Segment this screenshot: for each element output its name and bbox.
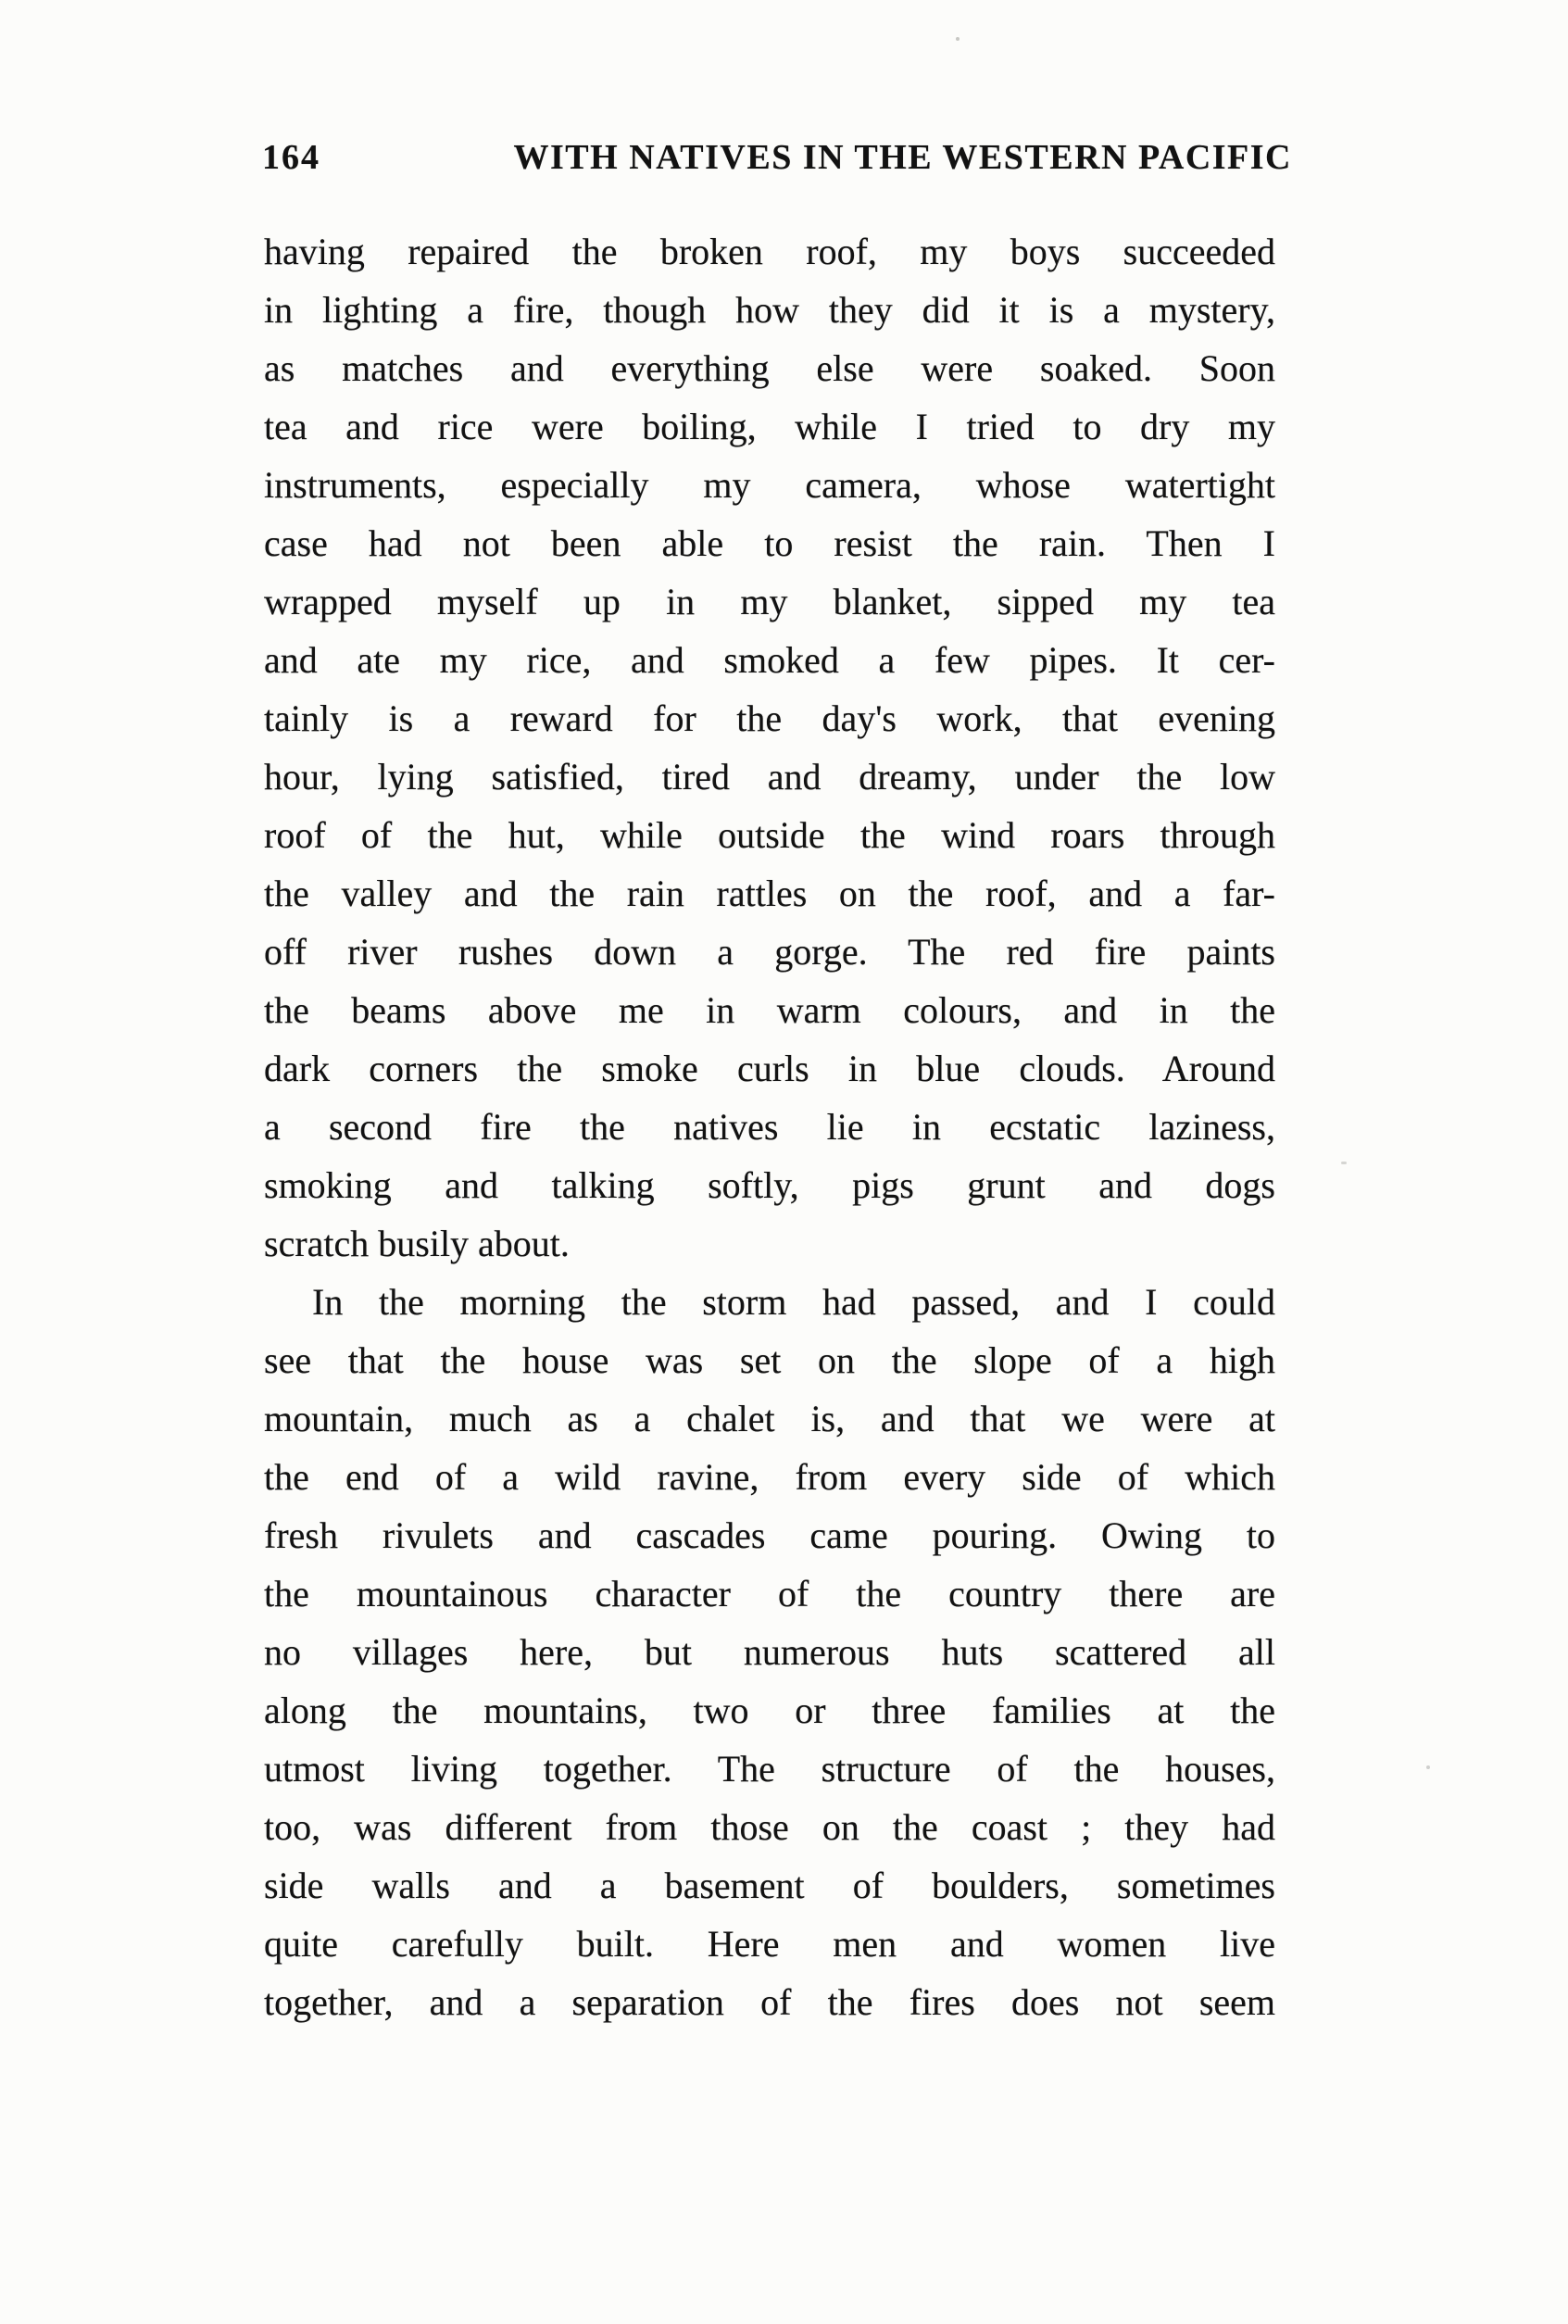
text-line: see that the house was set on the slope of a high [264, 1339, 1275, 1381]
text-line: too, was different from those on the coast ; they had [264, 1806, 1275, 1848]
text-line: tainly is a reward for the day's work, that evening [264, 697, 1275, 739]
text-line: together, and a separation of the fires does not seem [264, 1981, 1275, 2023]
page-body-text [264, 222, 1275, 2031]
text-line: along the mountains, two or three families at the [264, 1690, 1275, 1731]
page-number: 164 [262, 138, 320, 177]
text-line: a second fire the natives lie in ecstatic laziness, [264, 1106, 1275, 1148]
text-line: wrapped myself up in my blanket, sipped my tea [264, 581, 1275, 622]
text-line: tea and rice were boiling, while I tried to dry my [264, 406, 1275, 447]
running-header [262, 137, 1292, 178]
text-line: as matches and everything else were soaked. Soon [264, 347, 1275, 389]
text-line: dark corners the smoke curls in blue clouds. Around [264, 1048, 1275, 1089]
text-line: utmost living together. The structure of the houses, [264, 1748, 1275, 1790]
text-line: the end of a wild ravine, from every side of which [264, 1456, 1275, 1498]
text-line: the beams above me in warm colours, and in the [264, 989, 1275, 1031]
scan-speckle [1341, 1162, 1347, 1164]
text-line: having repaired the broken roof, my boys succeeded [264, 231, 1275, 272]
text-line: no villages here, but numerous huts scattered all [264, 1631, 1275, 1673]
text-line: scratch busily about. [264, 1223, 570, 1264]
text-line: mountain, much as a chalet is, and that we were at [264, 1398, 1275, 1439]
text-line: the mountainous character of the country there are [264, 1573, 1275, 1614]
scan-speckle [956, 37, 960, 41]
text-line: the valley and the rain rattles on the roof, and a far- [264, 873, 1275, 914]
running-header-title: WITH NATIVES IN THE WESTERN PACIFIC [513, 138, 1292, 177]
text-line: quite carefully built. Here men and women live [264, 1923, 1275, 1965]
text-line: side walls and a basement of boulders, sometimes [264, 1865, 1275, 1906]
text-line: roof of the hut, while outside the wind roars through [264, 814, 1275, 856]
text-line: smoking and talking softly, pigs grunt and dogs [264, 1164, 1275, 1206]
text-line: in lighting a fire, though how they did it is a mystery, [264, 289, 1275, 331]
text-line: In the morning the storm had passed, and I could [312, 1281, 1275, 1323]
text-line: fresh rivulets and cascades came pouring. Owing to [264, 1514, 1275, 1556]
text-line: case had not been able to resist the rain. Then I [264, 522, 1275, 564]
text-line: off river rushes down a gorge. The red fire paints [264, 931, 1275, 973]
text-line: hour, lying satisfied, tired and dreamy, under the low [264, 756, 1275, 798]
text-line: instruments, especially my camera, whose watertight [264, 464, 1275, 506]
scan-speckle [1426, 1765, 1430, 1769]
text-line: and ate my rice, and smoked a few pipes. It cer- [264, 639, 1275, 681]
